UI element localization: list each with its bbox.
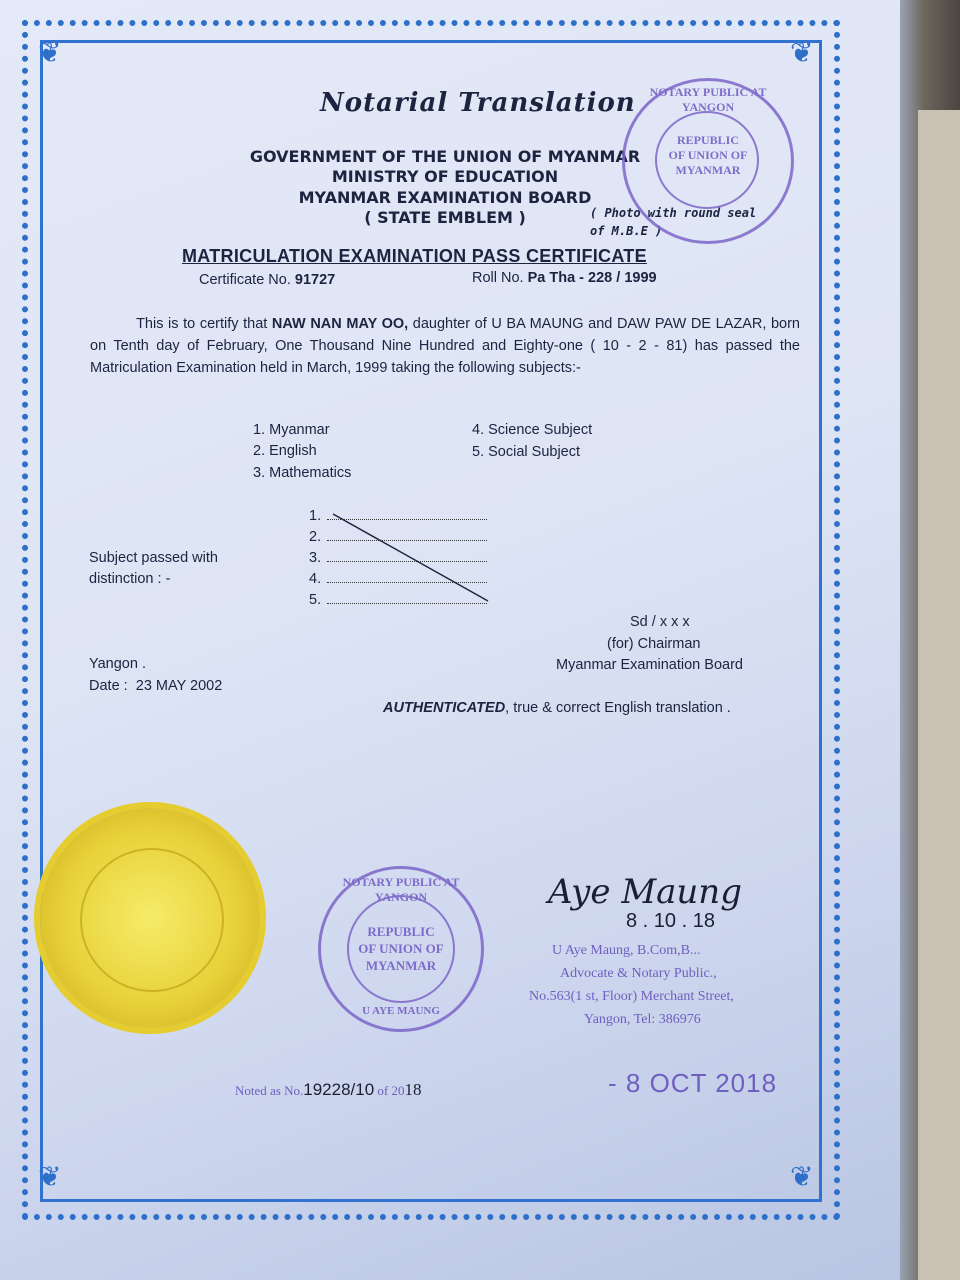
header-line: GOVERNMENT OF THE UNION OF MYANMAR <box>249 147 641 166</box>
gold-notary-seal <box>40 808 260 1028</box>
distinction-line: 1. <box>309 508 487 524</box>
notary-line: No.563(1 st, Floor) Merchant Street, <box>529 989 734 1004</box>
distinction-line: 4. <box>309 571 487 587</box>
date-stamp: - 8 OCT 2018 <box>608 1068 778 1098</box>
authentication-line: AUTHENTICATED, true & correct English translation . <box>383 700 731 716</box>
roll-number: Roll No. Pa Tha - 228 / 1999 <box>472 270 657 286</box>
notary-stamp-top: NOTARY PUBLIC AT YANGON REPUBLIC OF UNION OF MYANMAR <box>622 78 794 244</box>
photo-note: of M.B.E ) <box>590 224 663 238</box>
header-line: ( STATE EMBLEM ) <box>364 208 526 227</box>
notary-line: Advocate & Notary Public., <box>560 966 717 981</box>
subject-item: 5. Social Subject <box>472 444 581 460</box>
distinction-line: 5. <box>309 592 487 608</box>
sd-line: Sd / x x x <box>630 614 690 630</box>
board-name: Myanmar Examination Board <box>556 657 743 673</box>
corner-ornament-icon: ❦ <box>790 1161 814 1192</box>
notary-line: U Aye Maung, B.Com,B... <box>552 943 701 958</box>
header-line: MYANMAR EXAMINATION BOARD <box>298 188 592 207</box>
certificate-title: MATRICULATION EXAMINATION PASS CERTIFICATE <box>182 246 647 266</box>
notary-signature: Aye Maung <box>548 872 742 912</box>
distinction-label: Subject passed with <box>89 550 218 566</box>
distinction-label: distinction : - <box>89 571 171 587</box>
notary-stamp-bottom: NOTARY PUBLIC AT YANGON REPUBLIC OF UNION OF MYANMAR U AYE MAUNG <box>318 866 484 1032</box>
distinction-line: 3. <box>309 550 487 566</box>
corner-ornament-icon: ❦ <box>38 37 62 68</box>
subject-item: 1. Myanmar <box>253 422 330 438</box>
notary-line: Yangon, Tel: 386976 <box>584 1012 701 1027</box>
certificate-body: This is to certify that NAW NAN MAY OO, daughter of U BA MAUNG and DAW PAW DE LAZAR, born on Tenth day of February, One Thousand Nine Hundred and Eighty-one ( 10 - 2 - 81) has passed the Matriculation Examination held in March, 1999 taking the following subjects:- <box>90 316 800 376</box>
header-line: MINISTRY OF EDUCATION <box>331 167 559 186</box>
photo-note: ( Photo with round seal <box>590 206 757 220</box>
place: Yangon . <box>89 656 146 672</box>
notarial-translation-title: Notarial Translation <box>320 88 636 118</box>
subject-item: 4. Science Subject <box>472 422 593 438</box>
noted-as-line: Noted as No.19228/10 of 2018 <box>235 1080 422 1099</box>
corner-ornament-icon: ❦ <box>790 37 814 68</box>
distinction-line: 2. <box>309 529 487 545</box>
corner-ornament-icon: ❦ <box>38 1161 62 1192</box>
for-chairman: (for) Chairman <box>607 636 701 652</box>
subject-item: 2. English <box>253 443 317 459</box>
signature-date: 8 . 10 . 18 <box>626 910 715 932</box>
issue-date: Date : 23 MAY 2002 <box>89 678 223 694</box>
subject-item: 3. Mathematics <box>253 465 352 481</box>
certificate-number: Certificate No. 91727 <box>199 272 336 288</box>
